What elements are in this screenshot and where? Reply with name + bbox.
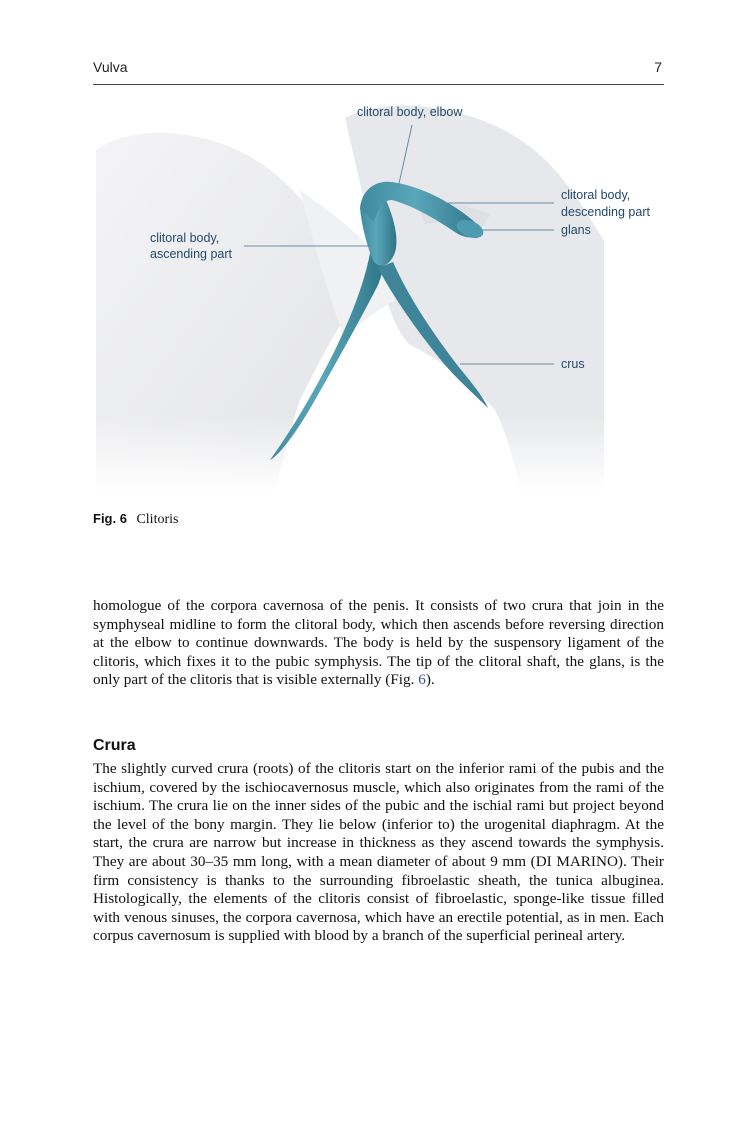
label-descending-part-line2: descending part (561, 205, 650, 219)
page-number: 7 (654, 59, 662, 75)
figure-caption (93, 511, 178, 528)
running-title: Vulva (93, 59, 128, 75)
pelvic-bone-shape (96, 100, 606, 492)
paragraph-1-text: homologue of the corpora cavernosa of the penis. It consists of two crura that join in the symphyseal midline to form the clitoral body, which then ascends before reversing direction at the elbow to continue downwards. The body is held by the suspensory ligament of the clitoris, which fixes it to the pubic symphysis. The tip of the clitoral shaft, the glans, is the only part of the clitoris that is visible externally (Fig. (93, 597, 664, 689)
body-paragraph-1 (93, 597, 664, 690)
figure-number: Fig. 6 (93, 511, 127, 526)
paragraph-1-end: ). (425, 671, 435, 689)
label-ascending-part-line1: clitoral body, (150, 231, 220, 245)
label-descending-part-line1: clitoral body, (561, 188, 631, 202)
section-heading-crura: Crura (93, 737, 136, 754)
label-elbow: clitoral body, elbow (357, 105, 463, 119)
figure-caption-text: Clitoris (136, 512, 179, 527)
figure-reference-link[interactable]: 6 (418, 671, 426, 689)
clitoris-figure (0, 0, 756, 500)
label-glans: glans (561, 223, 591, 237)
figure-illustration (0, 0, 756, 500)
body-paragraph-2: The slightly curved crura (roots) of the clitoris start on the inferior rami of the pubis and the ischium, covered by the ischiocavernosus muscle, which also originates from the rami of the ischium. The crura lie on the inner sides of the pubic and the ischial rami but project beyond the level of the bony margin. They lie below (inferior to) the urogenital diaphragm. At the start, the crura are narrow but increase in thickness as they ascend towards the symphysis. They are about 30–35 mm long, with a mean diameter of about 9 mm (DI MARINO). Their firm consistency is thanks to the surrounding fibroelastic sheath, the tunica albuginea. Histologically, the elements of the clitoris consist of fibroelastic, sponge-like tissue filled with venous sinuses, the corpora cavernosa, which have an erectile potential, as in men. Each corpus cavernosum is supplied with blood by a branch of the superficial perineal artery. (93, 760, 664, 945)
label-crus: crus (561, 357, 585, 371)
label-ascending-part-line2: ascending part (150, 247, 233, 261)
